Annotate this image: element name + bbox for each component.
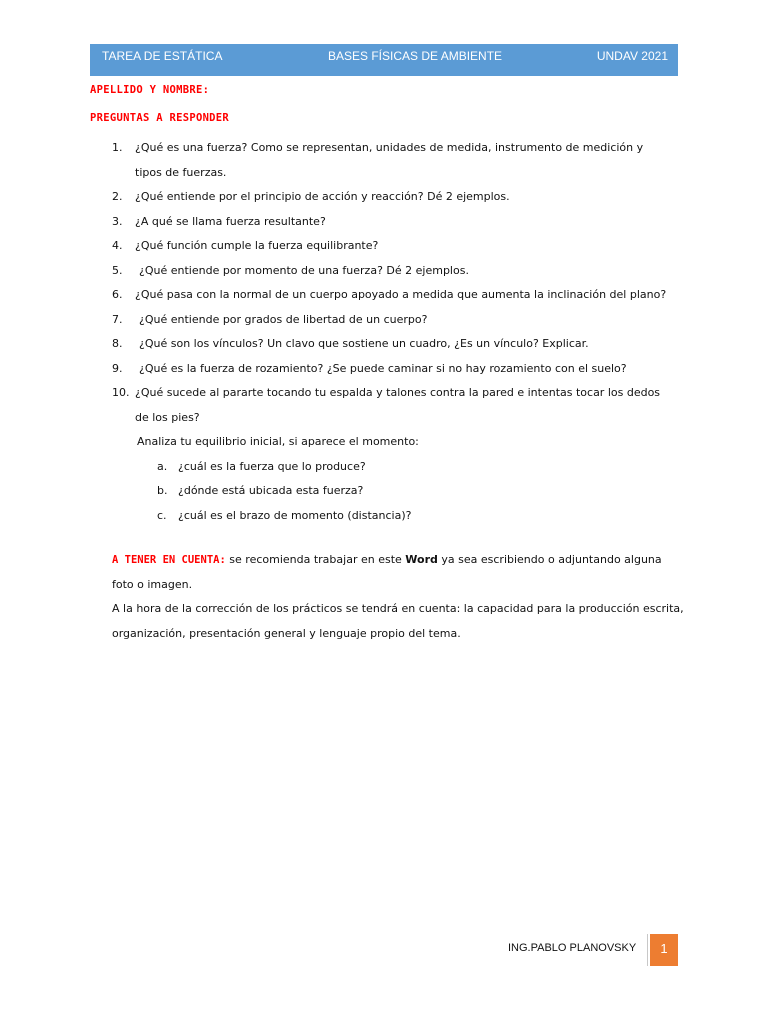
analysis-item [112, 455, 672, 480]
question-number: 4. [112, 239, 123, 252]
question-number: 3. [112, 214, 123, 228]
question-text: ¿Qué pasa con la normal de un cuerpo apoyado a medida que aumenta la inclinación del plano? [135, 288, 667, 301]
header-subject: BASES FÍSICAS DE AMBIENTE [328, 49, 503, 63]
analysis-sub-list [112, 455, 672, 529]
analysis-letter: a. [157, 459, 168, 473]
question-number: 2. [112, 190, 123, 203]
question-item [112, 185, 672, 210]
analysis-item [112, 504, 672, 529]
question-text: ¿Qué son los vínculos? Un clavo que sostiene un cuadro, ¿Es un vínculo? Explicar. [139, 337, 589, 350]
question-text: ¿Qué entiende por grados de libertad de un cuerpo? [139, 312, 428, 326]
question-number: 5. [112, 263, 123, 277]
analysis-letter: b. [157, 484, 168, 497]
question-item [112, 210, 672, 235]
question-text: ¿Qué entiende por momento de una fuerza? Dé 2 ejemplos. [139, 263, 469, 277]
analysis-text: ¿cuál es la fuerza que lo produce? [178, 459, 366, 473]
question-number: 1. [112, 141, 123, 154]
question-item [112, 259, 672, 284]
questions-list [112, 136, 672, 528]
question-text: ¿Qué es una fuerza? Como se representan, unidades de medida, instrumento de medición y tipos de fuerzas. [135, 141, 644, 179]
question-text: ¿A qué se llama fuerza resultante? [135, 214, 326, 228]
name-label: APELLIDO Y NOMBRE: [90, 84, 210, 96]
question-item [112, 283, 672, 308]
question-item [112, 136, 672, 185]
analysis-item [112, 479, 672, 504]
question-item [112, 332, 672, 357]
header-course-title: TAREA DE ESTÁTICA [102, 49, 223, 63]
question-number: 8. [112, 337, 123, 350]
question-item [112, 308, 672, 333]
analysis-text: ¿dónde está ubicada esta fuerza? [178, 484, 364, 497]
analysis-block [112, 430, 672, 528]
note-paragraph-2: A la hora de la corrección de los prácticos se tendrá en cuenta: la capacidad para la producción escrita, organización, presentación general y lenguaje propio del tema. [112, 602, 684, 640]
analysis-intro: Analiza tu equilibrio inicial, si aparece el momento: [137, 435, 419, 448]
note-text-before: se recomienda trabajar en este [225, 553, 406, 566]
note-bold-word: Word [405, 553, 438, 566]
analysis-text: ¿cuál es el brazo de momento (distancia)? [178, 508, 412, 522]
header-institution-year: UNDAV 2021 [596, 49, 668, 63]
note-block [112, 548, 684, 646]
question-text: ¿Qué función cumple la fuerza equilibrante? [135, 239, 379, 252]
question-number: 9. [112, 361, 123, 375]
page-number-badge: 1 [650, 934, 678, 966]
question-text: ¿Qué entiende por el principio de acción y reacción? Dé 2 ejemplos. [135, 190, 510, 203]
note-text-after: ya sea escribiendo o adjuntando alguna foto o imagen. [112, 553, 662, 591]
question-item [112, 381, 672, 430]
header-bar [90, 44, 678, 76]
question-item [112, 234, 672, 259]
question-number: 10. [112, 386, 130, 399]
footer-divider [647, 934, 648, 966]
question-number: 7. [112, 312, 123, 326]
question-number: 6. [112, 288, 123, 301]
footer-author: ING.PABLO PLANOVSKY [508, 942, 637, 954]
question-item [112, 357, 672, 382]
note-label: A TENER EN CUENTA: [112, 554, 226, 566]
question-text: ¿Qué sucede al pararte tocando tu espalda y talones contra la pared e intentas tocar los dedos de los pies? [135, 386, 661, 424]
questions-heading: PREGUNTAS A RESPONDER [90, 112, 230, 124]
note-paragraph-1 [112, 548, 684, 597]
analysis-letter: c. [157, 508, 167, 522]
question-text: ¿Qué es la fuerza de rozamiento? ¿Se puede caminar si no hay rozamiento con el suelo? [139, 361, 627, 375]
